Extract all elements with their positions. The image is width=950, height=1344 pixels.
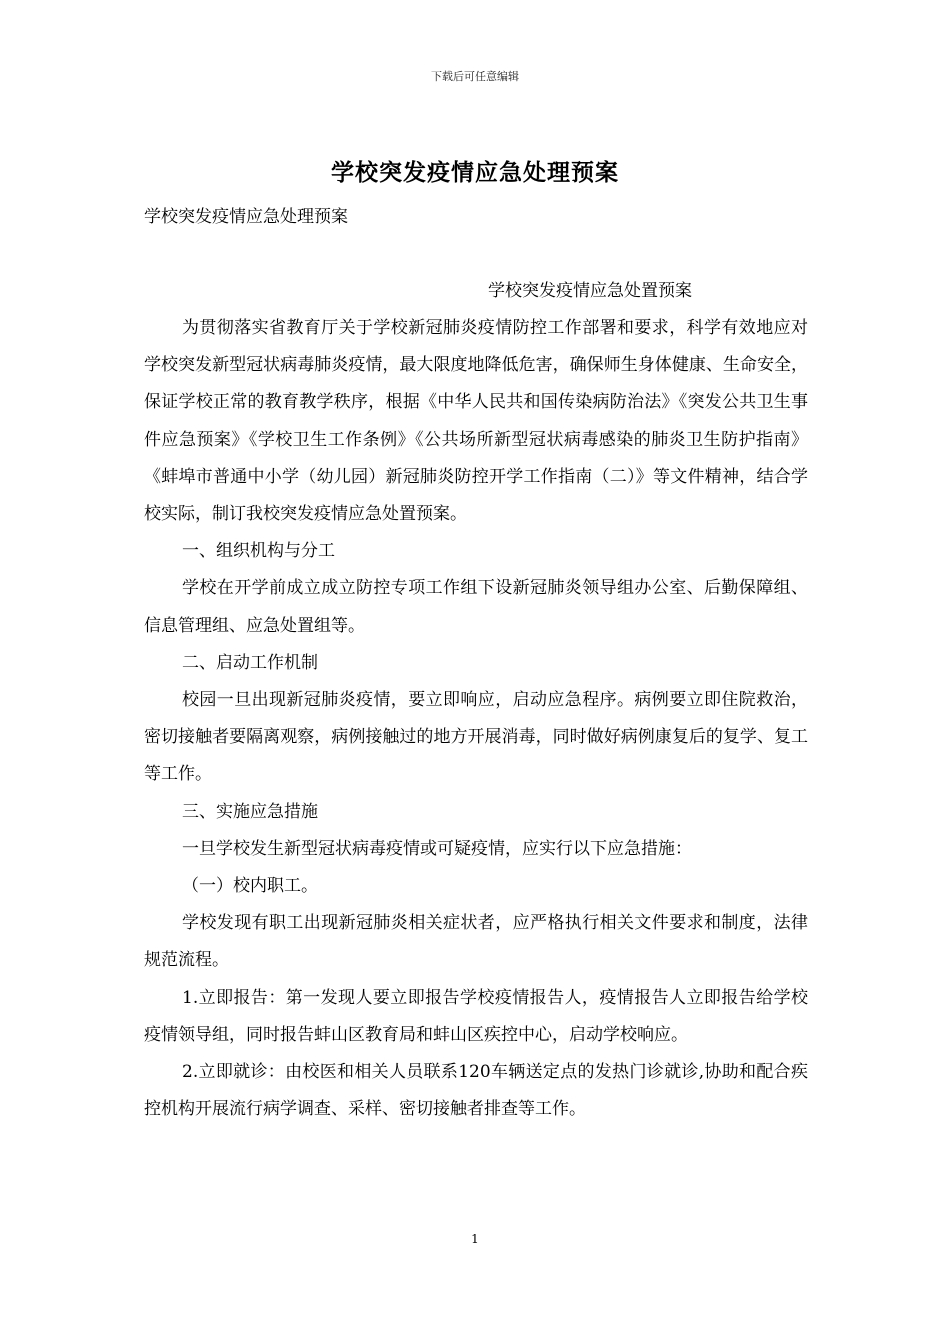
paragraph: 2.立即就诊：由校医和相关人员联系120车辆送定点的发热门诊就诊,协助和配合疾控机构开展流行病学调查、采样、密切接触者排查等工作。 bbox=[144, 1062, 808, 1120]
document-body bbox=[144, 310, 808, 1128]
subsection-heading: （一）校内职工。 bbox=[182, 876, 318, 897]
document-subtitle: 学校突发疫情应急处理预案 bbox=[144, 207, 348, 227]
document-subheading: 学校突发疫情应急处置预案 bbox=[488, 281, 692, 301]
header-note: 下载后可任意编辑 bbox=[431, 70, 519, 83]
document-title: 学校突发疫情应急处理预案 bbox=[331, 159, 619, 186]
paragraph: 学校发现有职工出现新冠肺炎相关症状者，应严格执行相关文件要求和制度，法律规范流程。 bbox=[144, 913, 808, 971]
section-heading-2: 二、启动工作机制 bbox=[182, 652, 318, 673]
paragraph: 1.立即报告：第一发现人要立即报告学校疫情报告人，疫情报告人立即报告给学校疫情领导组，同时报告蚌山区教育局和蚌山区疾控中心，启动学校响应。 bbox=[144, 987, 808, 1045]
paragraph: 学校在开学前成立成立防控专项工作组下设新冠肺炎领导组办公室、后勤保障组、信息管理组、应急处置组等。 bbox=[144, 578, 808, 636]
paragraph: 一旦学校发生新型冠状病毒疫情或可疑疫情，应实行以下应急措施： bbox=[182, 838, 692, 859]
page-number: 1 bbox=[471, 1232, 479, 1246]
paragraph-intro: 为贯彻落实省教育厅关于学校新冠肺炎疫情防控工作部署和要求，科学有效地应对学校突发新型冠状病毒肺炎疫情，最大限度地降低危害，确保师生身体健康、生命安全，保证学校正常的教育教学秩序，根据《中华人民共和国传染病防治法》《突发公共卫生事件应急预案》《学校卫生工作条例》《公共场所新型冠状病毒感染的肺炎卫生防护指南》《蚌埠市普通中小学（幼儿园）新冠肺炎防控开学工作指南（二）》等文件精神，结合学校实际，制订我校突发疫情应急处置预案。 bbox=[144, 318, 808, 525]
paragraph: 校园一旦出现新冠肺炎疫情，要立即响应，启动应急程序。病例要立即住院救治，密切接触者要隔离观察，病例接触过的地方开展消毒，同时做好病例康复后的复学、复工等工作。 bbox=[144, 690, 808, 785]
section-heading-1: 一、组织机构与分工 bbox=[182, 541, 335, 562]
section-heading-3: 三、实施应急措施 bbox=[182, 801, 318, 822]
